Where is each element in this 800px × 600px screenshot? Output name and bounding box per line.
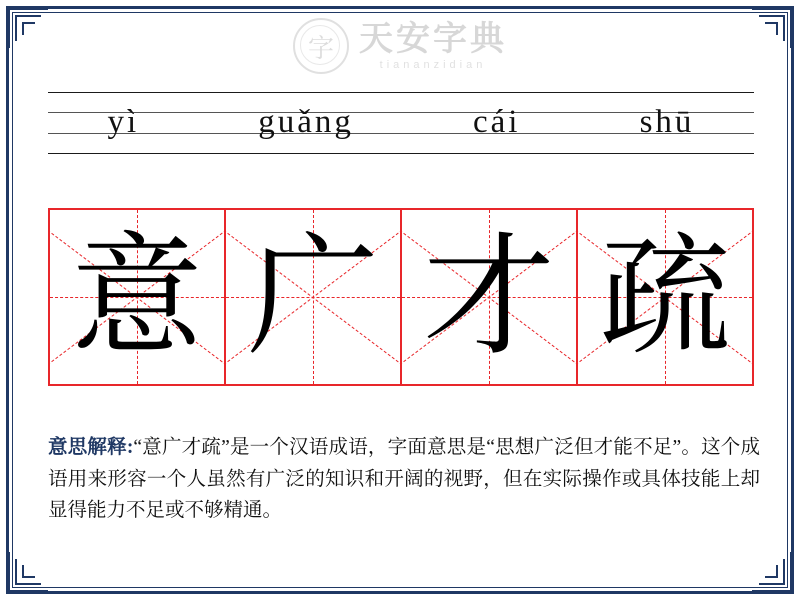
- character-glyph: 疏: [599, 220, 731, 374]
- character-cell: [224, 208, 402, 386]
- character-grid: [48, 208, 754, 386]
- character-cell: [48, 208, 226, 386]
- corner-ornament-bottom-left: [8, 548, 52, 592]
- pinyin-syllable: guǎng: [258, 103, 354, 140]
- corner-ornament-top-left: [8, 8, 52, 52]
- corner-ornament-bottom-right: [748, 548, 792, 592]
- brand-subtitle: tiananzidian: [379, 58, 487, 71]
- pinyin-row: [48, 92, 754, 154]
- character-glyph: 广: [247, 220, 379, 374]
- character-cell: [400, 208, 578, 386]
- character-glyph: 意: [71, 220, 203, 374]
- explanation-label: 意思解释:: [48, 437, 134, 458]
- pinyin-syllable: cái: [473, 103, 521, 140]
- pinyin-syllable: yì: [107, 103, 140, 140]
- pinyin-syllable: shū: [639, 103, 695, 140]
- explanation-paragraph: [48, 432, 760, 527]
- seal-glyph: 字: [307, 33, 334, 63]
- character-cell: [576, 208, 754, 386]
- pinyin-block: [48, 92, 754, 154]
- explanation-text: “意广才疏”是一个汉语成语，字面意思是“思想广泛但才能不足”。这个成语用来形容一个人虽然有广泛的知识和开阔的视野，但在实际操作或具体技能上却显得能力不足或不够精通。: [48, 437, 761, 522]
- brand-name: 天安字典: [359, 18, 507, 59]
- character-glyph: 才: [423, 220, 555, 374]
- corner-ornament-top-right: [748, 8, 792, 52]
